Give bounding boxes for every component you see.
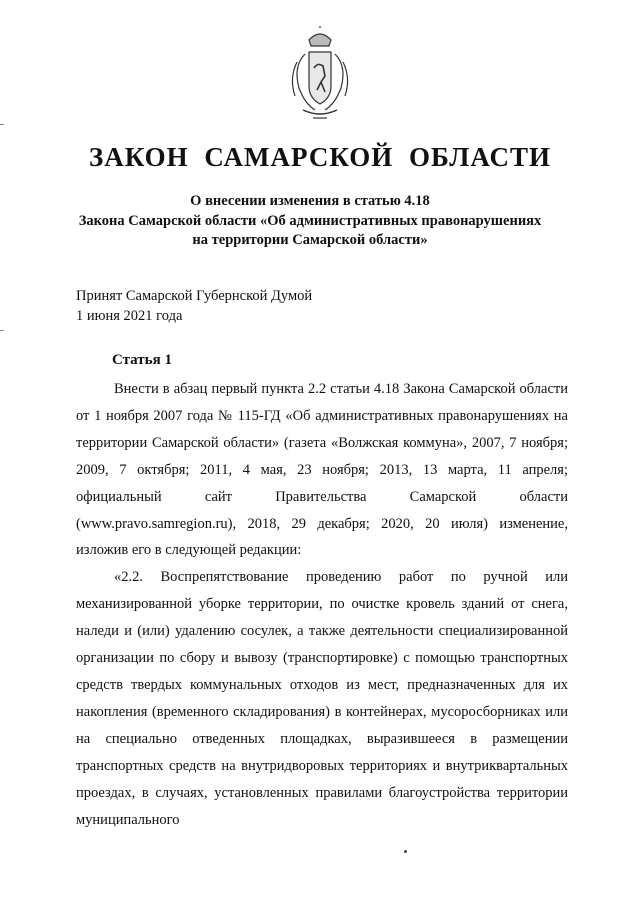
adoption-info	[76, 286, 312, 326]
scan-dot	[404, 850, 407, 853]
subtitle-line: О внесении изменения в статью 4.18	[190, 193, 430, 209]
quoted-paragraph: «2.2. Воспрепятствование проведению работ по ручной или механизированной уборке территории, по очистке кровель зданий от снега, наледи и (или) удалению сосулек, а также деятельности специализированной организации по сбору и вывозу (транспортировке) с помощью транспортных средств твердых коммунальных отходов из мест, предназначенных для их накопления (временного складирования) в контейнерах, мусоросборниках или на специально отведенных площадках, выразившееся в размещении транспортных средств на внутридворовых территориях и внутриквартальных проездах, в случаях, установленных правилами благоустройства территории муниципального	[76, 569, 568, 828]
document-title: ЗАКОН САМАРСКОЙ ОБЛАСТИ	[89, 142, 551, 172]
subtitle-line: на территории Самарской области»	[192, 232, 428, 248]
subtitle-line: Закона Самарской области «Об административных правонарушениях	[78, 212, 542, 229]
article-heading: Статья 1	[112, 352, 172, 368]
scan-edge-mark	[0, 330, 4, 331]
document-subtitle	[60, 192, 560, 251]
adoption-date: 1 июня 2021 года	[76, 308, 183, 324]
coat-of-arms-icon	[285, 26, 355, 126]
adopted-by: Принят Самарской Губернской Думой	[76, 288, 313, 304]
article-body	[76, 376, 568, 833]
scan-edge-mark	[0, 124, 4, 125]
article-paragraph: Внести в абзац первый пункта 2.2 статьи 4.18 Закона Самарской области от 1 ноября 2007 года № 115-ГД «Об административных правонарушениях на территории Самарской области» (газета «Волжская коммуна», 2007, 7 ноября; 2009, 7 октября; 2011, 4 мая, 23 ноября; 2013, 13 марта, 11 апреля; официальный сайт Правительства Самарской области (www.pravo.samregion.ru), 2018, 29 декабря; 2020, 20 июля) изменение, изложив его в следующей редакции:	[76, 381, 568, 559]
